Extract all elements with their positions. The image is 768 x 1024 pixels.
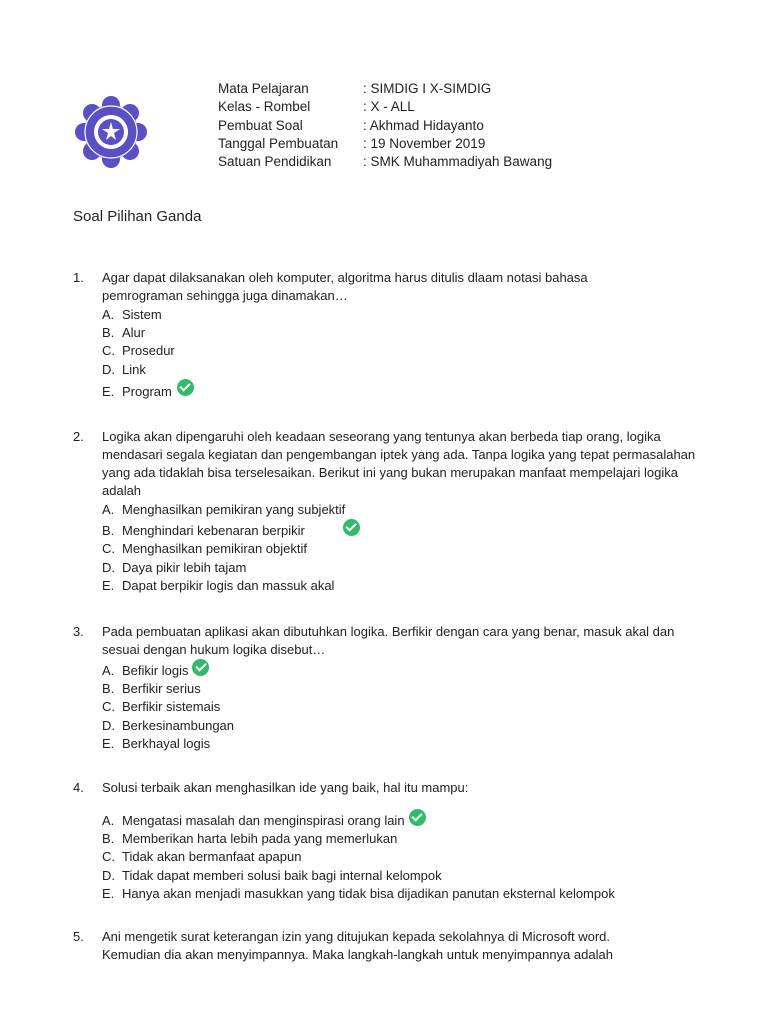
meta-value: : X - ALL — [363, 99, 415, 115]
question-number: 5. — [73, 929, 84, 944]
option-letter: C. — [102, 343, 115, 359]
option-a[interactable] — [102, 500, 713, 518]
option-text: Menghindari kebenaran berpikir — [122, 522, 305, 538]
option-letter: C. — [102, 541, 115, 557]
option-d[interactable] — [102, 866, 713, 884]
question-text: Ani mengetik surat keterangan izin yang ditujukan kepada sekolahnya di Microsoft word. Kemudian dia akan menyimpannya. Maka langkah-langkah untuk menyimpannya adalah — [102, 929, 613, 962]
question-4 — [73, 779, 713, 902]
option-text: Memberikan harta lebih pada yang memerlukan — [122, 830, 398, 846]
school-logo — [73, 96, 149, 168]
option-list — [102, 305, 713, 400]
option-b[interactable] — [102, 323, 713, 341]
option-text: Berfikir serius — [122, 680, 201, 696]
meta-label: Pembuat Soal — [218, 117, 303, 133]
option-text: Program — [122, 383, 172, 399]
option-text: Daya pikir lebih tajam — [122, 559, 247, 575]
option-a[interactable] — [102, 811, 713, 829]
option-c[interactable] — [102, 848, 713, 866]
meta-value: : 19 November 2019 — [363, 135, 486, 151]
question-number: 1. — [73, 270, 84, 285]
option-a[interactable] — [102, 305, 713, 323]
option-letter: D. — [102, 361, 115, 377]
question-text: Solusi terbaik akan menghasilkan ide yang baik, hal itu mampu: — [102, 780, 469, 795]
meta-label: Satuan Pendidikan — [218, 154, 332, 170]
meta-value: : Akhmad Hidayanto — [363, 117, 484, 133]
option-list — [102, 500, 713, 594]
meta-row — [218, 117, 552, 135]
question-number: 2. — [73, 429, 84, 444]
option-letter: A. — [102, 662, 115, 678]
question-3 — [73, 623, 713, 752]
option-c[interactable] — [102, 342, 713, 360]
meta-value: : SIMDIG I X-SIMDIG — [363, 81, 492, 96]
option-d[interactable] — [102, 360, 713, 378]
meta-value: : SMK Muhammadiyah Bawang — [363, 154, 553, 170]
question-5 — [73, 928, 713, 964]
option-c[interactable] — [102, 540, 713, 558]
meta-row — [218, 153, 552, 171]
option-list — [102, 661, 713, 752]
question-1 — [73, 269, 713, 400]
option-letter: A. — [102, 501, 115, 517]
option-text: Befikir logis — [122, 662, 189, 678]
option-b[interactable] — [102, 521, 713, 539]
option-text: Berfikir sistemais — [122, 699, 221, 715]
document-meta — [218, 80, 552, 171]
option-letter: B. — [102, 680, 115, 696]
check-icon — [409, 809, 426, 826]
meta-label: Kelas - Rombel — [218, 99, 311, 115]
option-letter: E. — [102, 735, 115, 751]
meta-label: Mata Pelajaran — [218, 81, 309, 96]
option-text: Menghasilkan pemikiran yang subjektif — [122, 501, 346, 517]
option-text: Dapat berpikir logis dan massuk akal — [122, 577, 335, 593]
option-text: Mengatasi masalah dan menginspirasi orang lain — [122, 812, 405, 828]
question-text: Agar dapat dilaksanakan oleh komputer, algoritma harus ditulis dlaam notasi bahasa pemrograman sehingga juga dinamakan… — [102, 270, 588, 303]
option-d[interactable] — [102, 716, 713, 734]
option-b[interactable] — [102, 679, 713, 697]
option-text: Alur — [122, 324, 146, 340]
option-text: Hanya akan menjadi masukkan yang tidak bisa dijadikan panutan eksternal kelompok — [122, 885, 615, 901]
meta-row — [218, 135, 552, 153]
option-letter: A. — [102, 812, 115, 828]
option-letter: E. — [102, 383, 115, 399]
section-title: Soal Pilihan Ganda — [73, 208, 202, 225]
option-letter: E. — [102, 577, 115, 593]
option-letter: E. — [102, 885, 115, 901]
option-text: Menghasilkan pemikiran objektif — [122, 541, 307, 557]
option-letter: D. — [102, 717, 115, 733]
option-text: Link — [122, 361, 146, 377]
option-e[interactable] — [102, 884, 713, 902]
option-letter: D. — [102, 867, 115, 883]
option-e[interactable] — [102, 382, 713, 400]
option-letter: B. — [102, 830, 115, 846]
option-b[interactable] — [102, 829, 713, 847]
meta-label: Tanggal Pembuatan — [218, 135, 339, 151]
option-letter: B. — [102, 522, 115, 538]
meta-row — [218, 80, 552, 98]
option-a[interactable] — [102, 661, 713, 679]
check-icon — [177, 379, 194, 396]
option-e[interactable] — [102, 734, 713, 752]
option-letter: A. — [102, 306, 115, 322]
question-text: Logika akan dipengaruhi oleh keadaan seseorang yang tentunya akan berbeda tiap orang, logika mendasari segala kegiatan dan pengembangan iptek yang ada. Tanpa logika yang tepat permasalahan yang ada tidaklah bisa terselesaikan. Berikut ini yang bukan merupakan manfaat mempelajari logika adalah — [102, 429, 696, 498]
option-text: Berkhayal logis — [122, 735, 211, 751]
question-2 — [73, 428, 713, 594]
option-list — [102, 811, 713, 902]
option-letter: C. — [102, 849, 115, 865]
check-icon — [192, 659, 209, 676]
option-text: Berkesinambungan — [122, 717, 235, 733]
option-c[interactable] — [102, 698, 713, 716]
option-e[interactable] — [102, 576, 713, 594]
option-text: Tidak dapat memberi solusi baik bagi internal kelompok — [122, 867, 442, 883]
question-number: 3. — [73, 624, 84, 639]
option-letter: D. — [102, 559, 115, 575]
question-text: Pada pembuatan aplikasi akan dibutuhkan logika. Berfikir dengan cara yang benar, masuk akal dan sesuai dengan hukum logika disebut… — [102, 624, 675, 657]
check-icon — [343, 519, 360, 536]
option-text: Sistem — [122, 306, 162, 322]
option-text: Prosedur — [122, 343, 175, 359]
meta-row — [218, 98, 552, 116]
option-letter: B. — [102, 324, 115, 340]
question-number: 4. — [73, 780, 84, 795]
option-text: Tidak akan bermanfaat apapun — [122, 849, 302, 865]
option-d[interactable] — [102, 558, 713, 576]
option-letter: C. — [102, 699, 115, 715]
